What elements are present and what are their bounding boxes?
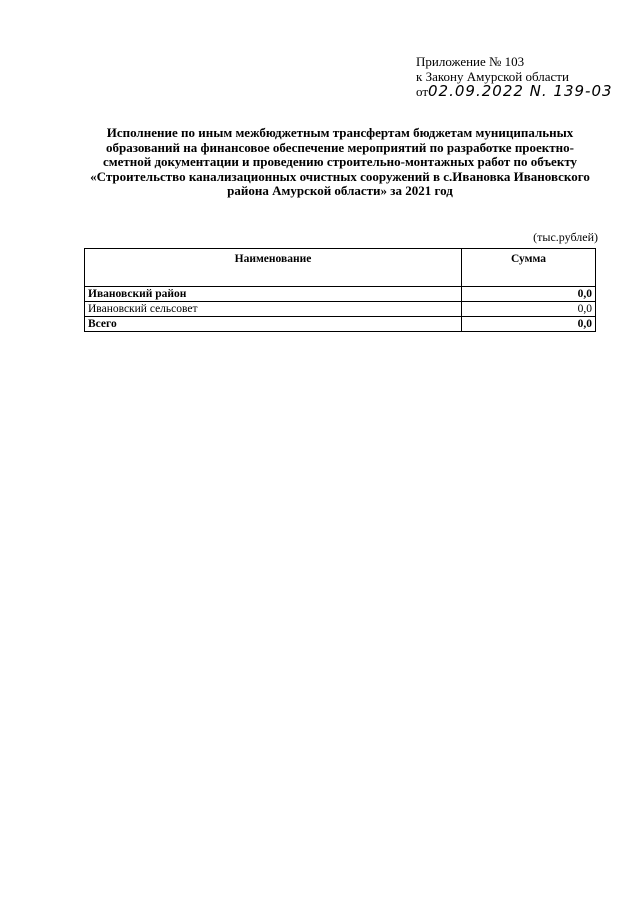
row-name: Ивановский сельсовет	[85, 302, 462, 317]
units-label: (тыс.рублей)	[533, 230, 598, 244]
table-row-total	[85, 317, 596, 332]
appendix-law: к Закону Амурской области	[416, 69, 569, 84]
row-name: Ивановский район	[85, 287, 462, 302]
table-row	[85, 302, 596, 317]
row-name: Всего	[85, 317, 462, 332]
header-name: Наименование	[85, 249, 462, 287]
table-row	[85, 287, 596, 302]
handwritten-date: 02.09.2022 N. 139-03	[428, 82, 613, 100]
appendix-block	[416, 54, 613, 99]
row-amount: 0,0	[462, 302, 596, 317]
row-amount: 0,0	[462, 317, 596, 332]
date-prefix: от	[416, 84, 429, 99]
document-title: Исполнение по иным межбюджетным трансфертам бюджетам муниципальных образований на финансовое обеспечение мероприятий по разработке проектно-сметной документации и проведению строительно-монтажных работ по объекту «Строительство канализационных очистных сооружений в с.Ивановка Ивановского района Амурской области» за 2021 год	[90, 125, 590, 198]
table-header-row	[85, 249, 596, 287]
appendix-date	[416, 84, 613, 99]
row-amount: 0,0	[462, 287, 596, 302]
header-amount: Сумма	[462, 249, 596, 287]
transfers-table	[84, 248, 596, 332]
appendix-number: Приложение № 103	[416, 54, 525, 69]
